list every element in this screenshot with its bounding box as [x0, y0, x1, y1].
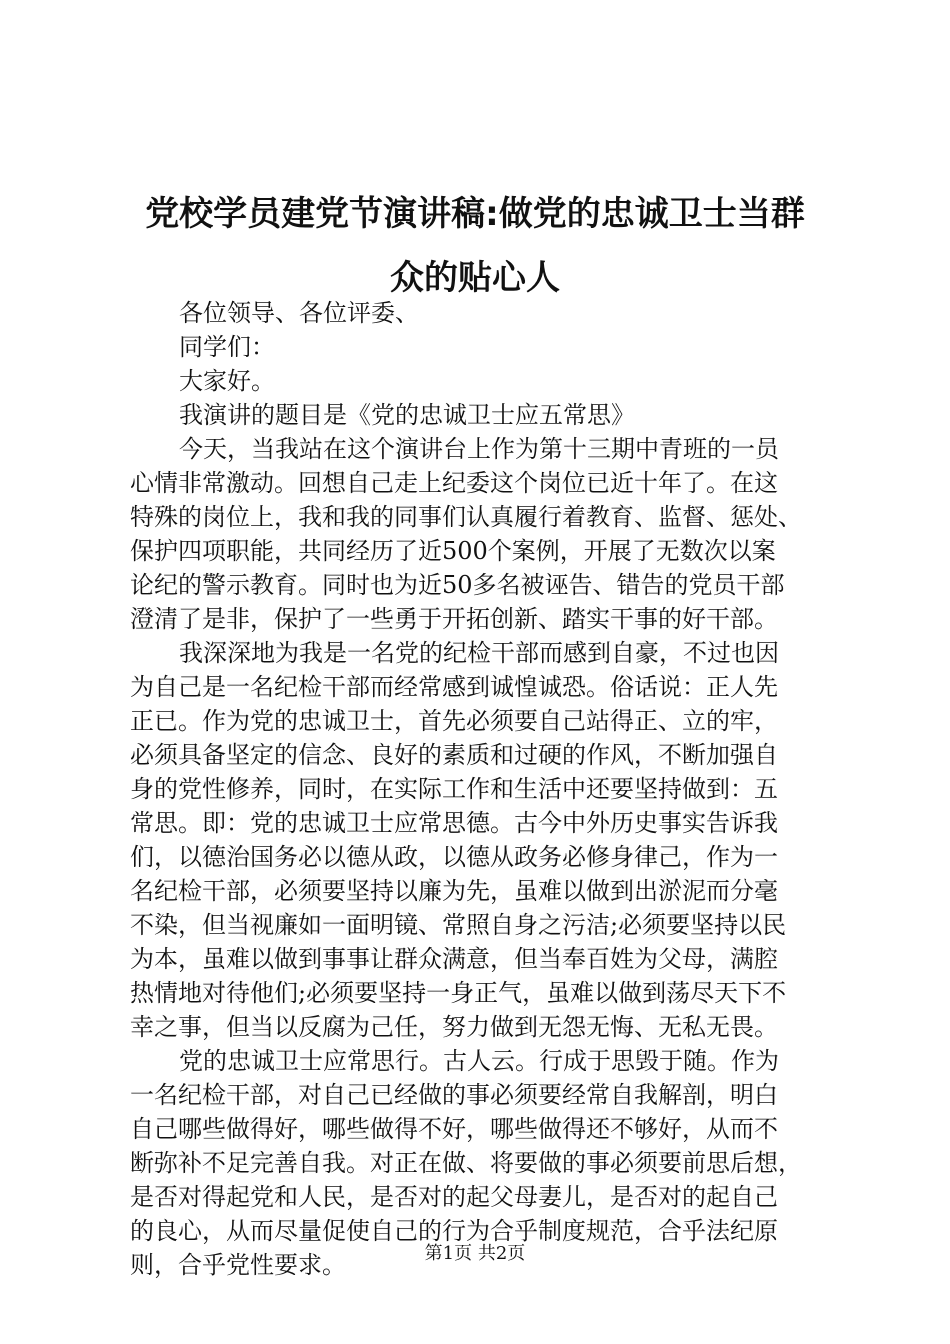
text-line: 断弥补不足完善自我。对正在做、将要做的事必须要前思后想，: [130, 1149, 802, 1177]
text-line: 大家好。: [179, 367, 275, 395]
text-line: 热情地对待他们;必须要坚持一身正气，虽难以做到荡尽天下不: [130, 979, 787, 1007]
page-number-footer: 第1页 共2页: [424, 1243, 526, 1264]
text-line: 我演讲的题目是《党的忠诚卫士应五常思》: [179, 401, 635, 429]
text-line: 我深深地为我是一名党的纪检干部而感到自豪，不过也因: [179, 639, 779, 667]
text-line: 同学们：: [179, 333, 275, 361]
text-line: 身的党性修养，同时，在实际工作和生活中还要坚持做到：五: [130, 775, 778, 803]
text-line: 今天，当我站在这个演讲台上作为第十三期中青班的一员: [179, 435, 779, 463]
text-line: 正已。作为党的忠诚卫士，首先必须要自己站得正、立的牢，: [130, 707, 778, 735]
document-title: [120, 182, 830, 310]
text-line: 为本，虽难以做到事事让群众满意，但当奉百姓为父母，满腔: [130, 945, 778, 973]
text-line: 各位领导、各位评委、: [179, 299, 419, 327]
text-line: 澄清了是非，保护了一些勇于开拓创新、踏实干事的好干部。: [130, 605, 778, 633]
text-line: 的良心，从而尽量促使自己的行为合乎制度规范，合乎法纪原: [130, 1217, 778, 1245]
text-line: 必须具备坚定的信念、良好的素质和过硬的作风，不断加强自: [130, 741, 778, 769]
speech-body: [130, 296, 830, 1282]
text-line: 党的忠诚卫士应常思行。古人云。行成于思毁于随。作为: [179, 1047, 779, 1075]
title-line-2: 众的贴心人: [390, 258, 560, 298]
text-line: 保护四项职能，共同经历了近500个案例，开展了无数次以案: [130, 537, 776, 565]
text-line: 则，合乎党性要求。: [130, 1251, 346, 1279]
text-line: 不染，但当视廉如一面明镜、常照自身之污洁;必须要坚持以民: [130, 911, 787, 939]
text-line: 论纪的警示教育。同时也为近50多名被诬告、错告的党员干部: [130, 571, 785, 599]
text-line: 是否对得起党和人民，是否对的起父母妻儿，是否对的起自己: [130, 1183, 778, 1211]
text-line: 常思。即：党的忠诚卫士应常思德。古今中外历史事实告诉我: [130, 809, 778, 837]
text-line: 心情非常激动。回想自己走上纪委这个岗位已近十年了。在这: [130, 469, 778, 497]
text-line: 们，以德治国务必以德从政，以德从政务必修身律己，作为一: [130, 843, 778, 871]
text-line: 幸之事，但当以反腐为己任，努力做到无怨无悔、无私无畏。: [130, 1013, 778, 1041]
text-line: 自己哪些做得好，哪些做得不好，哪些做得还不够好，从而不: [130, 1115, 778, 1143]
title-line-1: 党校学员建党节演讲稿:做党的忠诚卫士当群: [145, 194, 805, 234]
text-line: 一名纪检干部，对自己已经做的事必须要经常自我解剖，明白: [130, 1081, 778, 1109]
text-line: 名纪检干部，必须要坚持以廉为先，虽难以做到出淤泥而分毫: [130, 877, 778, 905]
text-line: 为自己是一名纪检干部而经常感到诚惶诚恐。俗话说：正人先: [130, 673, 778, 701]
text-line: 特殊的岗位上，我和我的同事们认真履行着教育、监督、惩处、: [130, 503, 802, 531]
